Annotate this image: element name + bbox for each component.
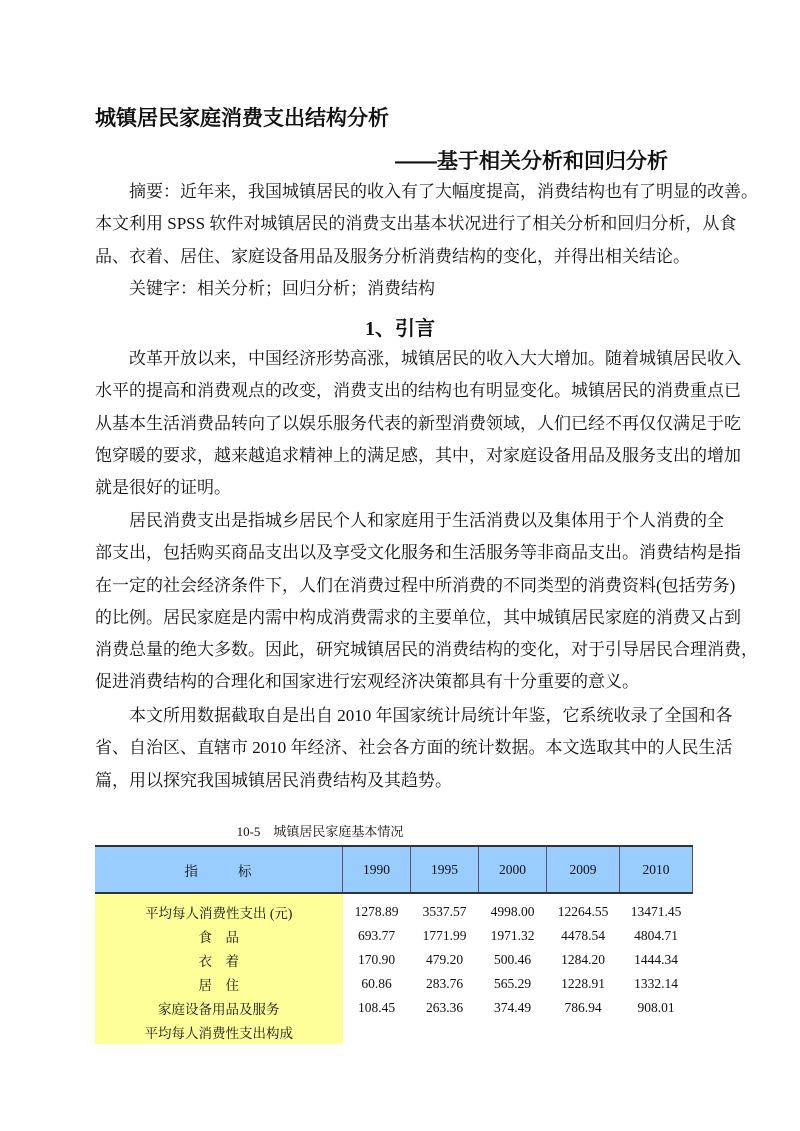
cell-value: 908.01 <box>637 1000 675 1015</box>
header-year: 1990 <box>343 846 411 893</box>
cell-value: 263.36 <box>425 1000 464 1015</box>
text-line: 居民消费支出是指城乡居民个人和家庭用于生活消费以及集体用于个人消费的全 <box>129 511 724 530</box>
cell-value: 500.46 <box>493 952 532 967</box>
paragraph-2 <box>95 505 758 699</box>
keywords <box>95 273 707 305</box>
table-caption: 10-5 城镇居民家庭基本情况 <box>236 824 404 839</box>
header-indicator: 指标 <box>95 846 343 893</box>
cell-value: 13471.45 <box>630 904 682 919</box>
row-label: 平均每人消费性支出构成 <box>95 1020 343 1044</box>
row-label: 居 住 <box>95 972 343 996</box>
cell-value: 1771.99 <box>422 928 467 943</box>
document-title: 城镇居民家庭消费支出结构分析 <box>95 107 389 130</box>
text-line: 的比例。居民家庭是内需中构成消费需求的主要单位，其中城镇居民家庭的消费又占到 <box>95 607 741 627</box>
text-line: 本文利用 SPSS 软件对城镇居民的消费支出基本状况进行了相关分析和回归分析，从食 <box>95 214 737 234</box>
cell-value <box>620 1020 693 1044</box>
text-line: 省、自治区、直辖市 2010 年经济、社会各方面的统计数据。本文选取其中的人民生活 <box>95 738 733 758</box>
text-line: 从基本生活消费品转向了以娱乐服务代表的新型消费领域，人们已经不再仅仅满足于吃 <box>95 413 741 433</box>
table-row <box>95 996 693 1020</box>
header-year: 2009 <box>547 846 620 893</box>
row-label: 食 品 <box>95 924 343 948</box>
text-line: 消费总量的绝大多数。因此，研究城镇居民的消费结构的变化，对于引导居民合理消费， <box>95 640 758 660</box>
text-line: 本文所用数据截取自是出自 2010 年国家统计局统计年鉴，它系统收录了全国和各 <box>129 706 733 725</box>
cell-value <box>479 1020 547 1044</box>
cell-value <box>343 1020 411 1044</box>
paragraph-1 <box>95 343 741 504</box>
text-line: 在一定的社会经济条件下，人们在消费过程中所消费的不同类型的消费资料(包括劳务) <box>95 575 736 595</box>
cell-value: 1228.91 <box>561 976 605 991</box>
cell-value: 1971.32 <box>490 928 535 943</box>
data-table <box>95 845 693 1044</box>
text-line: 部支出，包括购买商品支出以及享受文化服务和生活服务等非商品支出。消费结构是指 <box>95 543 741 563</box>
table-row <box>95 948 693 972</box>
cell-value: 4804.71 <box>634 928 678 943</box>
cell-value: 1278.89 <box>354 904 399 919</box>
cell-value <box>411 1020 479 1044</box>
keywords-text: 关键字：相关分析；回归分析；消费结构 <box>129 279 435 298</box>
table-row <box>95 924 693 948</box>
document-subtitle: ——基于相关分析和回归分析 <box>395 150 668 173</box>
paragraph-3 <box>95 700 733 797</box>
header-year: 2000 <box>479 846 547 893</box>
text-line: 篇，用以探究我国城镇居民消费结构及其趋势。 <box>95 770 452 790</box>
text-line: 促进消费结构的合理化和国家进行宏观经济决策都具有十分重要的意义。 <box>95 672 639 692</box>
cell-value: 479.20 <box>425 952 464 967</box>
header-year: 1995 <box>411 846 479 893</box>
cell-value: 565.29 <box>493 976 532 991</box>
cell-value: 283.76 <box>425 976 464 991</box>
row-label: 家庭设备用品及服务 <box>95 996 343 1020</box>
cell-value: 108.45 <box>357 1000 396 1015</box>
text-line: 品、衣着、居住、家庭设备用品及服务分析消费结构的变化，并得出相关结论。 <box>95 246 690 266</box>
text-line: 水平的提高和消费观点的改变，消费支出的结构也有明显变化。城镇居民的消费重点已 <box>95 381 741 401</box>
text-line: 改革开放以来，中国经济形势高涨，城镇居民的收入大大增加。随着城镇居民收入 <box>129 349 741 368</box>
cell-value: 60.86 <box>361 976 392 991</box>
table-row <box>95 893 693 924</box>
cell-value: 1444.34 <box>634 952 678 967</box>
cell-value: 12264.55 <box>557 904 609 919</box>
cell-value: 1332.14 <box>634 976 678 991</box>
header-year: 2010 <box>620 846 693 893</box>
section-heading: 1、引言 <box>365 318 435 340</box>
text-line: 摘要：近年来，我国城镇居民的收入有了大幅度提高，消费结构也有了明显的改善。 <box>129 182 758 201</box>
cell-value: 693.77 <box>357 928 396 943</box>
abstract <box>95 176 758 273</box>
table-row <box>95 1020 693 1044</box>
cell-value: 786.94 <box>564 1000 602 1015</box>
cell-value: 4478.54 <box>561 928 605 943</box>
cell-value: 3537.57 <box>422 904 467 919</box>
row-label: 衣 着 <box>95 948 343 972</box>
cell-value <box>547 1020 620 1044</box>
row-label: 平均每人消费性支出 (元) <box>95 893 343 924</box>
cell-value: 170.90 <box>357 952 396 967</box>
table-row <box>95 972 693 996</box>
text-line: 就是很好的证明。 <box>95 478 231 498</box>
text-line: 饱穿暖的要求，越来越追求精神上的满足感，其中，对家庭设备用品及服务支出的增加 <box>95 445 741 465</box>
cell-value: 374.49 <box>493 1000 532 1015</box>
cell-value: 4998.00 <box>490 904 535 919</box>
cell-value: 1284.20 <box>561 952 605 967</box>
